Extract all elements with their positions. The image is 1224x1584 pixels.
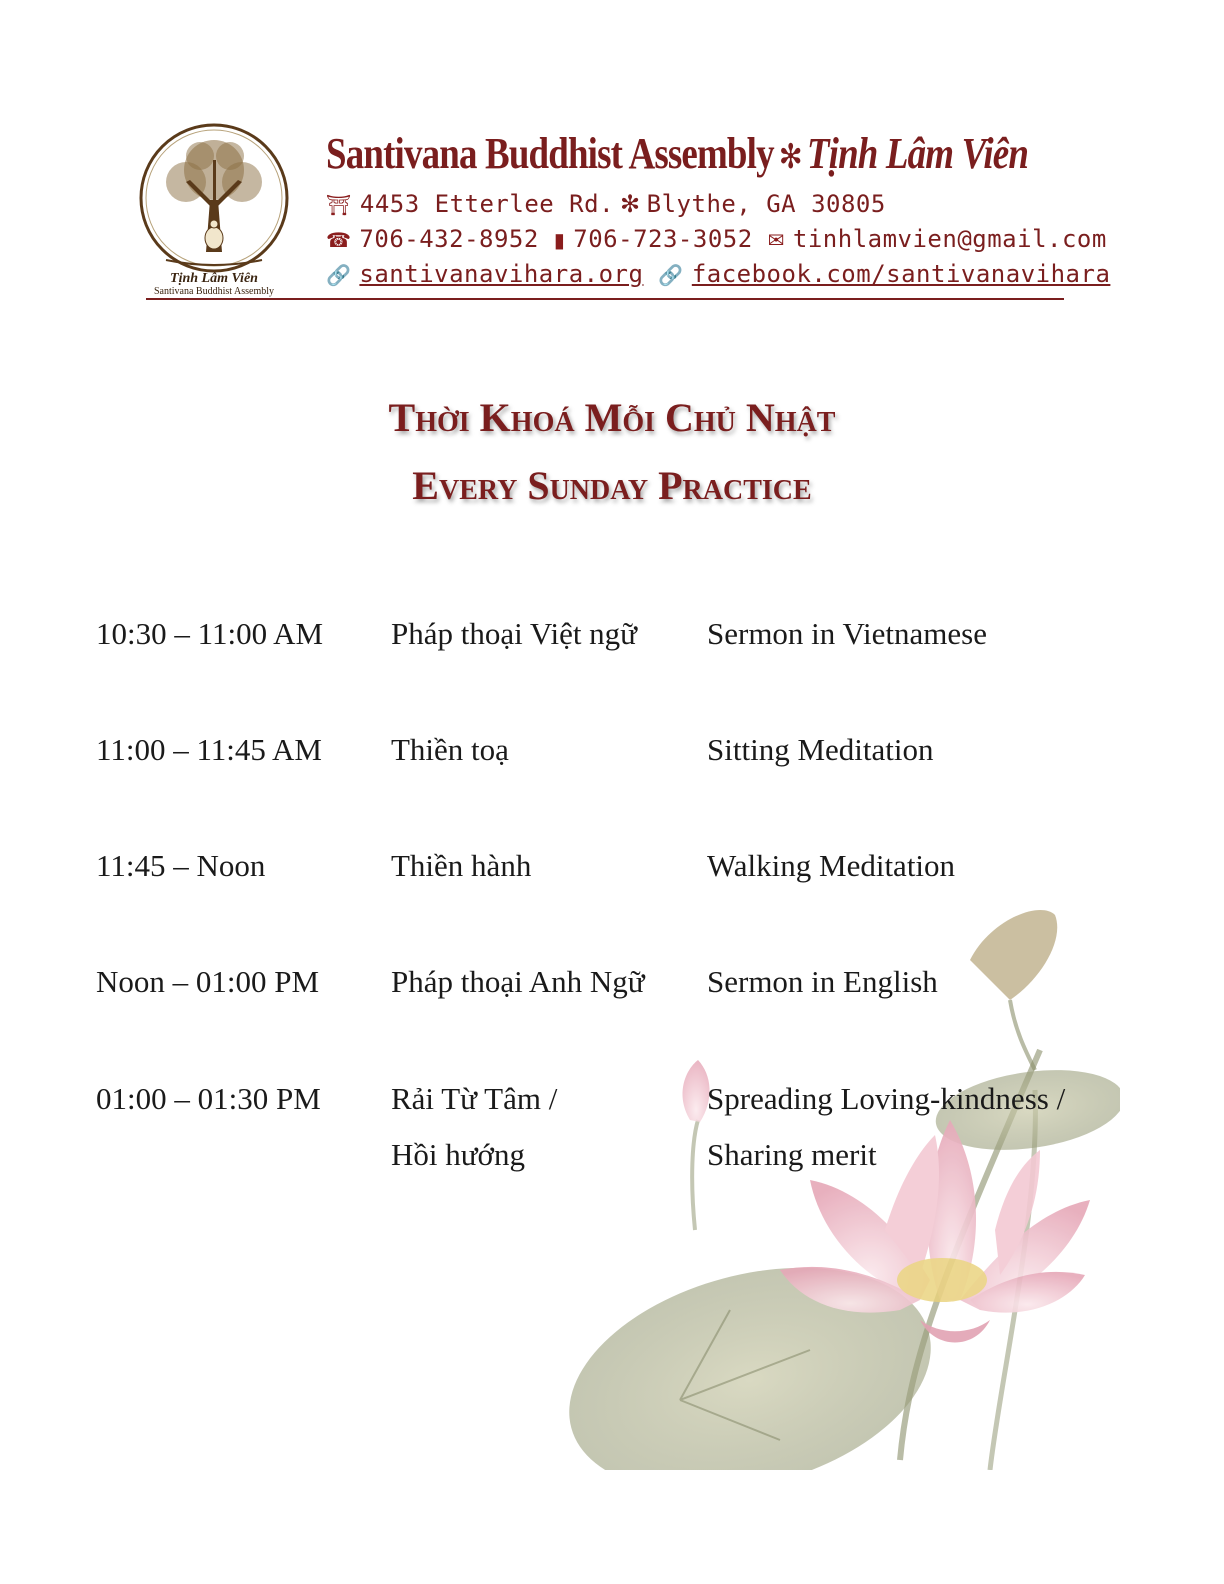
schedule-time: 11:00 – 11:45 AM xyxy=(96,732,322,767)
schedule-activity-en: Spreading Loving-kindness / xyxy=(707,1081,1066,1116)
asterisk-icon: ✻ xyxy=(620,190,641,218)
schedule-activity-en: Sermon in Vietnamese xyxy=(707,616,987,651)
header-divider xyxy=(146,298,1064,300)
link-icon: 🔗 xyxy=(658,263,684,287)
asterisk-icon: ✻ xyxy=(778,139,802,176)
schedule-activity-vn-line2: Hồi hướng xyxy=(391,1137,525,1172)
schedule-activity-vn: Thiền toạ xyxy=(391,732,509,767)
contact-line xyxy=(326,225,1107,253)
website-link[interactable]: santivanavihara.org xyxy=(359,260,644,288)
schedule-activity-vn: Rải Từ Tâm / xyxy=(391,1081,558,1116)
schedule-time: 10:30 – 11:00 AM xyxy=(96,616,324,651)
facebook-link[interactable]: facebook.com/santivanavihara xyxy=(691,260,1111,288)
title-english: Every Sunday Practice xyxy=(412,463,812,508)
schedule-activity-en: Walking Meditation xyxy=(707,848,956,883)
bodhi-tree-logo xyxy=(136,120,296,298)
email-icon: ✉ xyxy=(767,228,785,252)
schedule-activity-vn: Thiền hành xyxy=(391,848,532,883)
links-line xyxy=(326,260,1111,288)
schedule-activity-en: Sermon in English xyxy=(707,964,938,999)
schedule-activity-en-line2: Sharing merit xyxy=(707,1137,877,1172)
address-line xyxy=(326,190,1086,218)
schedule-activity-vn: Pháp thoại Việt ngữ xyxy=(391,616,637,651)
address: 4453 Etterlee Rd. xyxy=(359,190,615,218)
schedule-activity-vn: Pháp thoại Anh Ngữ xyxy=(391,964,645,999)
link-icon: 🔗 xyxy=(326,263,352,287)
phone-2[interactable]: 706-723-3052 xyxy=(573,225,753,253)
org-name-en: Santivana Buddhist Assembly xyxy=(326,129,774,178)
org-name-vn: Tịnh Lâm Viên xyxy=(806,129,1029,178)
logo-text-en: Santivana Buddhist Assembly xyxy=(154,286,274,297)
logo-text-vn: Tịnh Lâm Viên xyxy=(170,271,258,286)
schedule-time: 01:00 – 01:30 PM xyxy=(96,1081,321,1116)
schedule-time: Noon – 01:00 PM xyxy=(96,964,320,999)
phone-icon: ☎ xyxy=(326,228,352,252)
phone-1[interactable]: 706-432-8952 xyxy=(359,225,539,253)
schedule-time: 11:45 – Noon xyxy=(96,848,266,883)
email-link[interactable]: tinhlamvien@gmail.com xyxy=(792,225,1107,253)
temple-icon: ⛩ xyxy=(326,193,352,217)
city: Blythe, GA 30805 xyxy=(646,190,886,218)
mobile-phone-icon: ▮ xyxy=(553,228,566,252)
org-title xyxy=(326,128,1029,179)
title-vietnamese: Thời Khoá Mỗi Chủ Nhật xyxy=(388,395,836,440)
schedule-activity-en: Sitting Meditation xyxy=(707,732,934,767)
